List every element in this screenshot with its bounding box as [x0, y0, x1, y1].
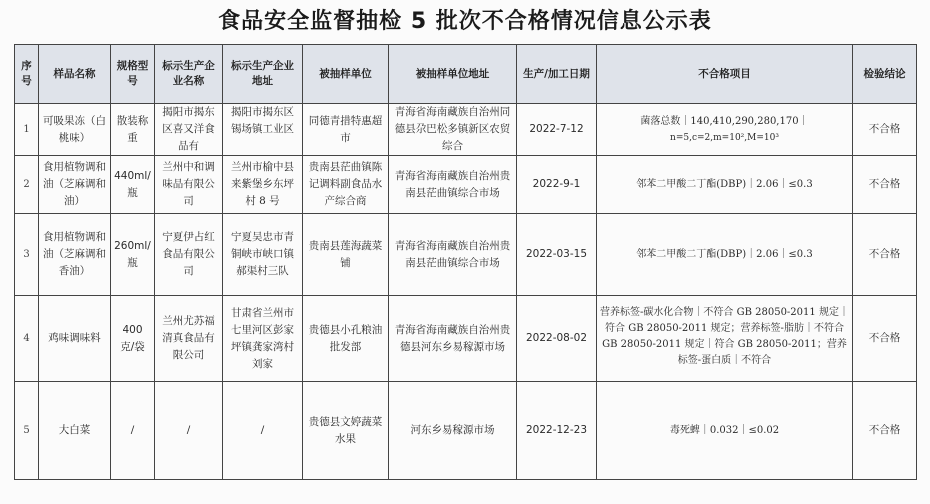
- cell-result: 不合格: [853, 296, 917, 382]
- cell-maker-address-text: 揭阳市揭东区锡场镇工业区: [231, 106, 294, 135]
- cell-sampled-unit: 贵南县莲海蔬菜铺: [303, 214, 389, 296]
- cell-defect: 邻苯二甲酸二丁酯(DBP)｜2.06｜≤0.3: [597, 214, 853, 296]
- cell-result: 不合格: [853, 104, 917, 156]
- cell-spec: 散装称重: [111, 104, 155, 156]
- cell-sampled-unit: 同德青措特惠超市: [303, 104, 389, 156]
- cell-defect: 毒死蜱｜0.032｜≤0.02: [597, 382, 853, 480]
- cell-date: 2022-12-23: [517, 382, 597, 480]
- cell-seq: 2: [15, 156, 39, 214]
- cell-seq: 5: [15, 382, 39, 480]
- cell-seq: 4: [15, 296, 39, 382]
- cell-sampled-address: 青海省海南藏族自治州贵南县茫曲镇综合市场: [389, 214, 517, 296]
- header-spec: 规格型号: [111, 45, 155, 104]
- table-row: [15, 296, 917, 382]
- cell-maker: 兰州中和调味品有限公司: [155, 156, 223, 214]
- cell-sampled-unit: [303, 156, 389, 214]
- cell-result: 不合格: [853, 156, 917, 214]
- cell-maker-address: 宁夏吴忠市青铜峡市峡口镇郝渠村三队: [223, 214, 303, 296]
- cell-maker: 兰州尤苏福清真食品有限公司: [155, 296, 223, 382]
- cell-sample-name: 大白菜: [39, 382, 111, 480]
- header-result: 检验结论: [853, 45, 917, 104]
- header-seq: 序号: [15, 45, 39, 104]
- cell-maker-address: 兰州市榆中县来紫堡乡东坪村 8 号: [223, 156, 303, 214]
- cell-maker-address-text: 甘肃省兰州市七里河区彭家坪镇龚家湾村刘家: [231, 306, 294, 370]
- cell-sampled-unit: 贵德县小孔粮油批发部: [303, 296, 389, 382]
- cell-maker-address: /: [223, 382, 303, 480]
- table-row: [15, 156, 917, 214]
- cell-defect: 邻苯二甲酸二丁酯(DBP)｜2.06｜≤0.3: [597, 156, 853, 214]
- header-maker-address: 标示生产企业地址: [223, 45, 303, 104]
- header-sampled-address: 被抽样单位地址: [389, 45, 517, 104]
- cell-spec: /: [111, 382, 155, 480]
- table-row: [15, 382, 917, 480]
- cell-result: 不合格: [853, 214, 917, 296]
- cell-sampled-address: [389, 104, 517, 156]
- defect-criteria: n=5,c=2,m=10²,M=10³: [670, 132, 779, 143]
- cell-sample-name: 食用植物调和油（芝麻调和香油）: [39, 214, 111, 296]
- defect-text: 菌落总数｜140,410,290,280,170｜: [640, 115, 809, 127]
- table-row: [15, 104, 917, 156]
- cell-date: 2022-08-02: [517, 296, 597, 382]
- cell-spec: 260ml/瓶: [111, 214, 155, 296]
- cell-sample-name: 可吸果冻（白桃味）: [39, 104, 111, 156]
- cell-maker: 宁夏伊占红食品有限公司: [155, 214, 223, 296]
- cell-maker-address: [223, 296, 303, 382]
- cell-date: 2022-03-15: [517, 214, 597, 296]
- cell-spec: 400 克/袋: [111, 296, 155, 382]
- cell-maker: [155, 104, 223, 156]
- cell-maker: /: [155, 382, 223, 480]
- defect-text: 营养标签-碳水化合物｜不符合 GB 28050-2011 规定｜符合 GB 28050-2011 规定；营养标签-脂肪｜不符合 GB 28050-2011 规定｜符合 GB 28050-2011；营养标签-蛋白质｜不符合: [600, 306, 849, 366]
- cell-sampled-unit: 贵德县文婷蔬菜水果: [303, 382, 389, 480]
- header-date: 生产/加工日期: [517, 45, 597, 104]
- cell-defect: [597, 104, 853, 156]
- header-defect: 不合格项目: [597, 45, 853, 104]
- cell-spec: 440ml/瓶: [111, 156, 155, 214]
- cell-defect: [597, 296, 853, 382]
- cell-maker-address: [223, 104, 303, 156]
- header-sample-name: 样品名称: [39, 45, 111, 104]
- cell-sample-name: 食用植物调和油（芝麻调和油）: [39, 156, 111, 214]
- cell-date: 2022-9-1: [517, 156, 597, 214]
- table-header-row: [15, 45, 917, 104]
- cell-sampled-unit-text: 贵南县茫曲镇陈记调料副食品水产综合商: [308, 161, 383, 207]
- cell-sampled-address: 青海省海南藏族自治州贵德县河东乡易稼源市场: [389, 296, 517, 382]
- cell-sampled-address: 河东乡易稼源市场: [389, 382, 517, 480]
- cell-sample-name: 鸡味调味料: [39, 296, 111, 382]
- cell-date: 2022-7-12: [517, 104, 597, 156]
- header-sampled-unit: 被抽样单位: [303, 45, 389, 104]
- table-row: [15, 214, 917, 296]
- cell-sampled-address: 青海省海南藏族自治州贵南县茫曲镇综合市场: [389, 156, 517, 214]
- cell-seq: 3: [15, 214, 39, 296]
- cell-sampled-address-text: 青海省海南藏族自治州同德县尕巴松多镇新区农贸综合: [394, 106, 511, 152]
- nonconforming-products-table: [14, 44, 917, 480]
- cell-result: 不合格: [853, 382, 917, 480]
- cell-maker-text: 揭阳市揭东区喜又洋食品有: [162, 106, 215, 152]
- header-maker: 标示生产企业名称: [155, 45, 223, 104]
- cell-seq: 1: [15, 104, 39, 156]
- page-title: 食品安全监督抽检 5 批次不合格情况信息公示表: [218, 9, 712, 34]
